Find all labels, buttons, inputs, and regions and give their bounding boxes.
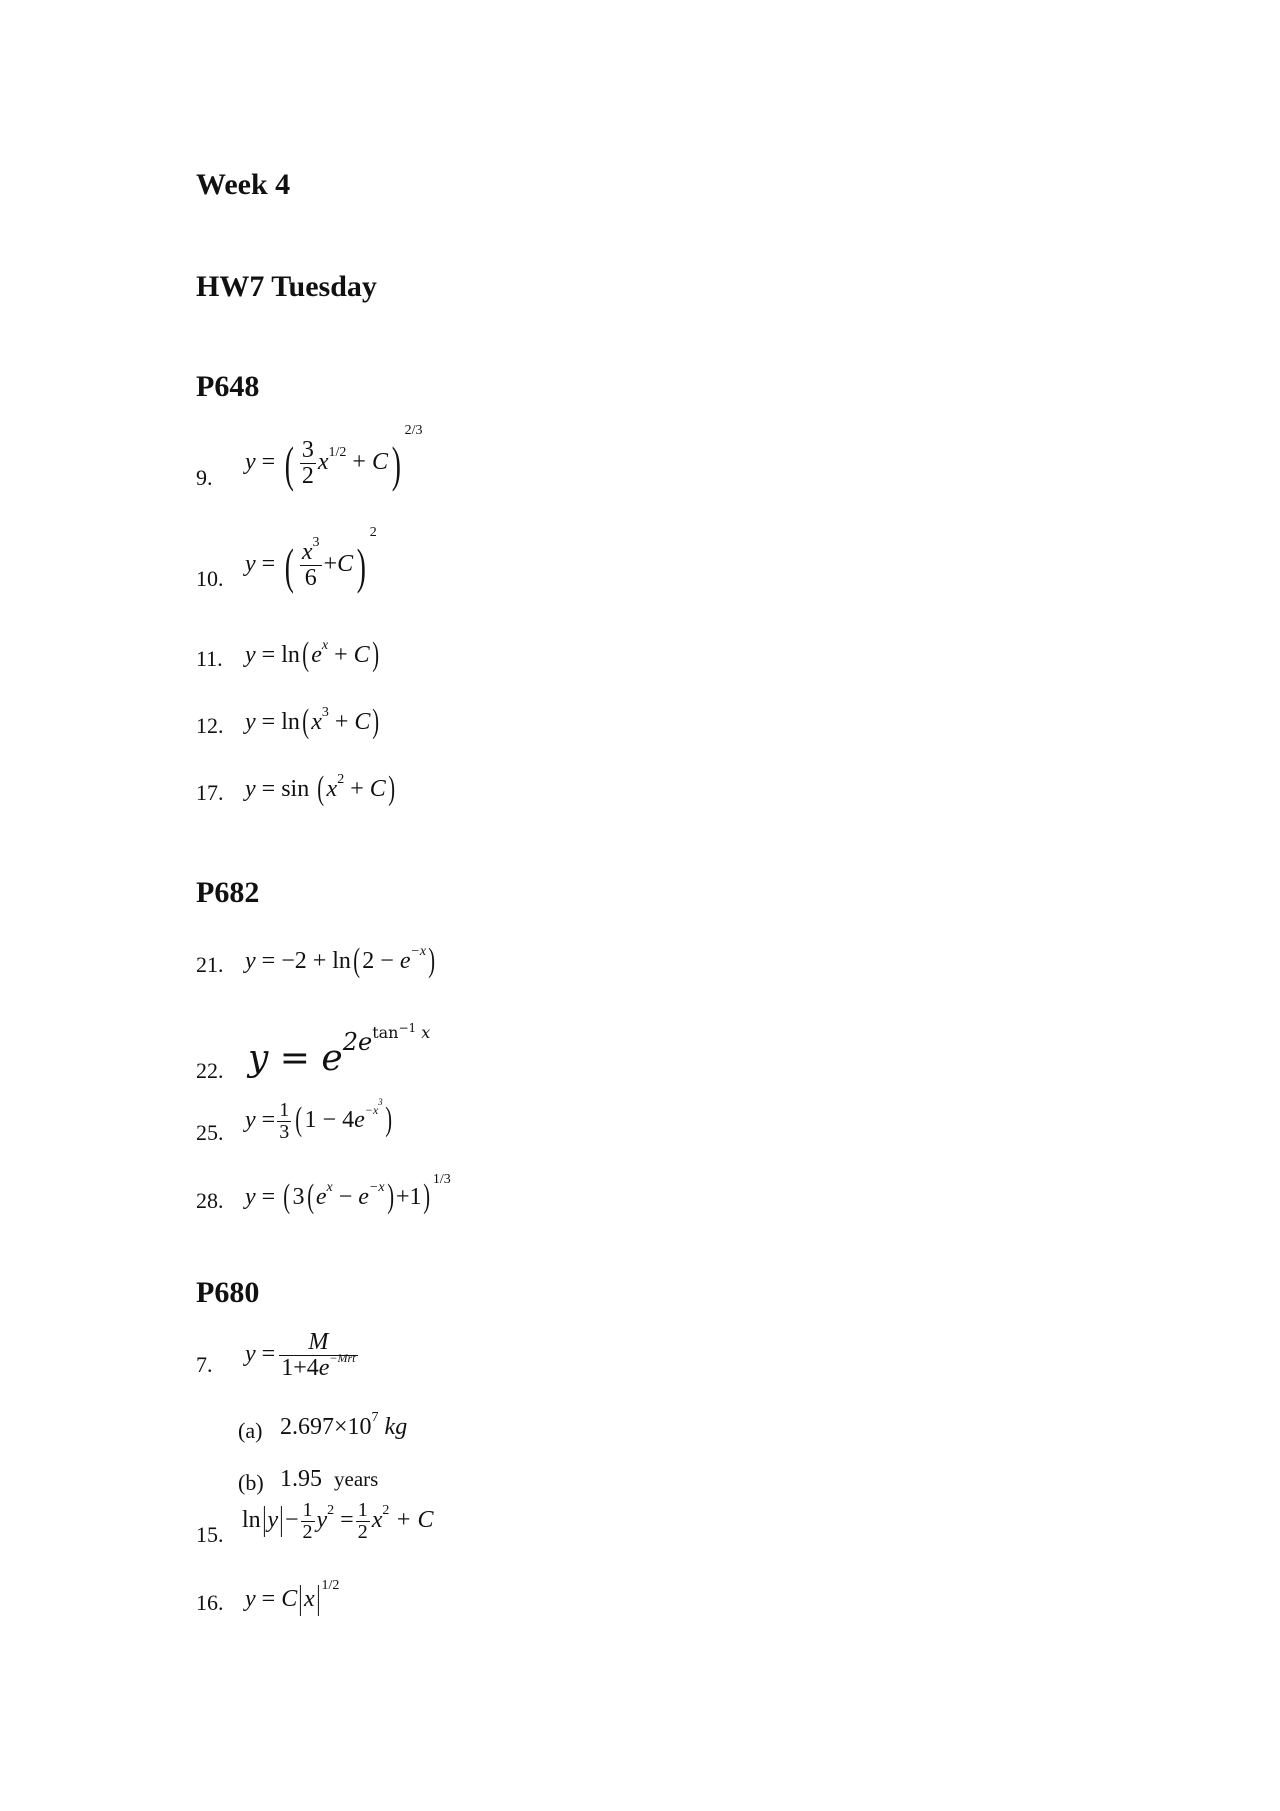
e22-base: y = e bbox=[248, 1038, 343, 1079]
e22-exp-pow: −1 bbox=[398, 1021, 417, 1035]
e7-num: M bbox=[279, 1330, 357, 1356]
e15-half2-den: 2 bbox=[357, 1521, 368, 1543]
equation-11: $y = \ln(e^x + C)$ bbox=[245, 636, 379, 673]
part-a-value: 2.697×10 bbox=[280, 1414, 372, 1440]
problem-number-17: 17. bbox=[196, 780, 224, 805]
e28-exp2: −x bbox=[368, 1180, 385, 1195]
e28-plus1: +1 bbox=[395, 1184, 422, 1210]
e15-half1-den: 2 bbox=[302, 1521, 313, 1543]
equation-10: y = ( $\frac{x^3}{6}$ +C)$^2$ bbox=[245, 525, 377, 594]
e16-exp: 1/2 bbox=[321, 1578, 340, 1593]
equation-17: $y = \sin (x^2 + C)$ bbox=[245, 770, 395, 807]
e28-exp1: x bbox=[326, 1180, 333, 1195]
part-b-value: 1.95 bbox=[280, 1466, 322, 1492]
e9-frac-num: 3 bbox=[301, 437, 314, 463]
equation-15: ln|y|− $\frac{1}{2}$ $y^2$ = $\frac{1}{2}$ $x^2 + C$ bbox=[242, 1499, 434, 1543]
e9-frac-den: 2 bbox=[301, 463, 314, 490]
problem-number-10: 10. bbox=[196, 566, 224, 591]
problem-number-21: 21. bbox=[196, 952, 224, 977]
e25-exp3: 3 bbox=[378, 1097, 383, 1108]
problem-number-28: 28. bbox=[196, 1188, 224, 1213]
section-p680-heading: P680 bbox=[196, 1276, 260, 1309]
hw-heading: HW7 Tuesday bbox=[196, 270, 377, 303]
e17-fn: sin bbox=[281, 776, 310, 802]
e10-x-exp: 3 bbox=[312, 535, 320, 550]
problem-number-11: 11. bbox=[196, 646, 223, 671]
part-a-label: (a) bbox=[238, 1418, 263, 1443]
part-b-label: (b) bbox=[238, 1470, 264, 1495]
part-a-answer bbox=[280, 1410, 408, 1441]
problem-number-22: 22. bbox=[196, 1058, 224, 1083]
e28-exp-outer: 1/3 bbox=[432, 1172, 451, 1187]
e15-tail: + C bbox=[395, 1507, 434, 1534]
e9-x-exp: 1/2 bbox=[328, 445, 347, 461]
e21-exp: −x bbox=[410, 944, 427, 959]
equation-22 bbox=[248, 1020, 431, 1079]
equation-16: $y = C|x|^{1/2}$ bbox=[245, 1578, 340, 1617]
e10-exp: 2 bbox=[369, 525, 377, 541]
part-a-unit: kg bbox=[384, 1414, 408, 1440]
e22-exp-coef: 2e bbox=[342, 1028, 373, 1056]
e28-three: 3 bbox=[292, 1184, 305, 1210]
equation-21: $y = -2 + \ln(2 - e^{-x})$ bbox=[245, 942, 436, 979]
week-heading: Week 4 bbox=[196, 168, 291, 201]
section-p648-heading: P648 bbox=[196, 370, 260, 403]
e21-inner: 2 − bbox=[362, 948, 394, 974]
e15-half2-num: 1 bbox=[357, 1499, 368, 1521]
e9-exp: 2/3 bbox=[404, 423, 423, 439]
equation-28: $y = (3(e^x - e^{-x})+1)$ $^{1/3}$ bbox=[245, 1172, 451, 1215]
e21-fn: ln bbox=[332, 948, 351, 974]
e15-y-exp: 2 bbox=[327, 1503, 335, 1519]
part-b-unit: years bbox=[334, 1467, 379, 1491]
e10-frac-den: 6 bbox=[304, 565, 317, 592]
problem-number-25: 25. bbox=[196, 1120, 224, 1145]
e21-lead: = −2 + bbox=[261, 948, 333, 974]
problem-number-16: 16. bbox=[196, 1590, 224, 1615]
e25-den: 3 bbox=[279, 1121, 290, 1143]
problem-number-12: 12. bbox=[196, 713, 224, 738]
e17-exp: 2 bbox=[337, 772, 345, 787]
e25-num: 1 bbox=[279, 1099, 290, 1121]
e7-den-lead: 1+4 bbox=[281, 1355, 319, 1382]
equation-25: y = $\frac{1}{3}$ $(1 - 4e^{-x^3})$ bbox=[245, 1097, 392, 1143]
e11-exp: x bbox=[321, 638, 329, 653]
equation-7: y = $\frac{M}{1+4e^{-Mrt}}$ bbox=[245, 1329, 356, 1382]
problem-number-9: 9. bbox=[196, 465, 213, 490]
equation-9: y = ( $\frac{3}{2}$ $x^{1/2} + C)^{2/3}$ bbox=[245, 423, 423, 492]
e15-fn: ln bbox=[242, 1507, 261, 1534]
e25-exp: −x bbox=[364, 1103, 379, 1118]
part-b-answer bbox=[280, 1466, 378, 1493]
e22-exp-fn: tan bbox=[372, 1023, 399, 1042]
e12-fn: ln bbox=[281, 709, 300, 735]
e7-den-exp: −Mrt bbox=[329, 1351, 356, 1366]
problem-number-15: 15. bbox=[196, 1522, 224, 1547]
e12-exp: 3 bbox=[321, 705, 329, 720]
e15-half1-num: 1 bbox=[302, 1499, 313, 1521]
problem-number-7: 7. bbox=[196, 1352, 213, 1377]
e25-inner: 1 − 4 bbox=[304, 1107, 355, 1134]
equation-12: $y = \ln(x^3 + C)$ bbox=[245, 703, 380, 740]
section-p682-heading: P682 bbox=[196, 876, 260, 909]
part-a-exp: 7 bbox=[371, 1410, 379, 1425]
e11-fn: ln bbox=[281, 642, 300, 668]
e22-exp-var: x bbox=[421, 1023, 431, 1042]
e15-x-exp: 2 bbox=[382, 1503, 390, 1519]
